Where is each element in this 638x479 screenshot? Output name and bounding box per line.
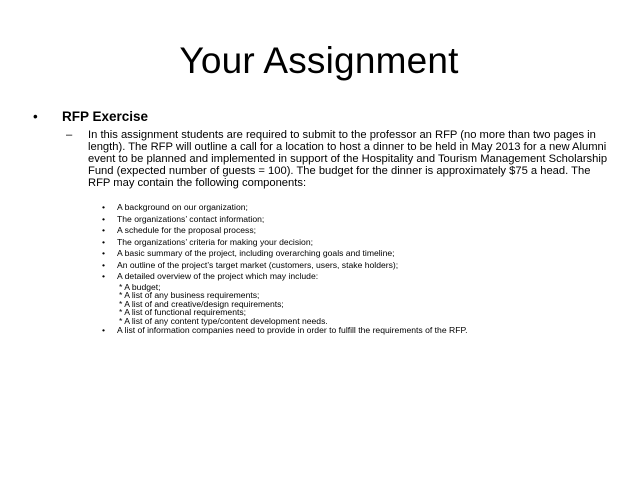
list-item (102, 325, 582, 337)
overview-item-creative: * A list of and creative/design requirements; (119, 298, 284, 309)
list-item-text: A basic summary of the project, including overarching goals and timeline; (117, 248, 395, 258)
bullet-marker: • (102, 248, 106, 258)
overview-item-budget: * A budget; (119, 281, 161, 292)
list-item-text: An outline of the project’s target market (customers, users, stake holders); (117, 259, 399, 270)
overview-item-functional: * A list of functional requirements; (119, 307, 247, 318)
overview-sublist (117, 283, 582, 326)
components-list (102, 202, 582, 337)
list-item (102, 260, 582, 272)
bullet-marker: • (102, 271, 106, 281)
list-item (102, 214, 582, 226)
list-item (102, 248, 582, 260)
list-item-text: A detailed overview of the project which may include: (117, 271, 319, 281)
bullet-marker: • (102, 236, 106, 247)
list-item (102, 225, 582, 237)
bullet-marker: • (102, 225, 106, 235)
overview-item-business: * A list of any business requirements; (119, 290, 260, 301)
bullet-marker: • (102, 259, 106, 270)
list-item (102, 202, 582, 214)
bullet-marker: • (102, 202, 106, 212)
overview-item-content: * A list of any content type/content development needs. (119, 315, 328, 326)
bullet-marker: • (102, 213, 106, 224)
list-item-text: The organizations’ criteria for making your decision; (117, 236, 313, 247)
slide-title: Your Assignment (179, 40, 459, 81)
list-item-text: A background on our organization; (117, 202, 248, 212)
section-heading: RFP Exercise (62, 109, 149, 124)
list-item-text: A schedule for the proposal process; (117, 225, 257, 235)
list-item (102, 237, 582, 249)
bullet-marker: • (33, 109, 38, 124)
list-item (102, 271, 582, 325)
assignment-paragraph: In this assignment students are required to submit to the professor an RFP (no more than two pages in length). The RFP will outline a call for a location to host a dinner to be held in May 2013 for a new Alumni event to be planned and implemented in support of the Hospitality and Tourism Management Scholarship Fund (expected number of guests = 100). The budget for the dinner is approximately $75 a head. The RFP may contain the following components: (88, 129, 608, 190)
dash-marker: – (66, 129, 73, 141)
list-item-text: A list of information companies need to provide in order to fulfill the requirements of the RFP. (117, 325, 468, 336)
list-item-text: The organizations’ contact information; (117, 213, 265, 224)
bullet-marker: • (102, 325, 106, 336)
